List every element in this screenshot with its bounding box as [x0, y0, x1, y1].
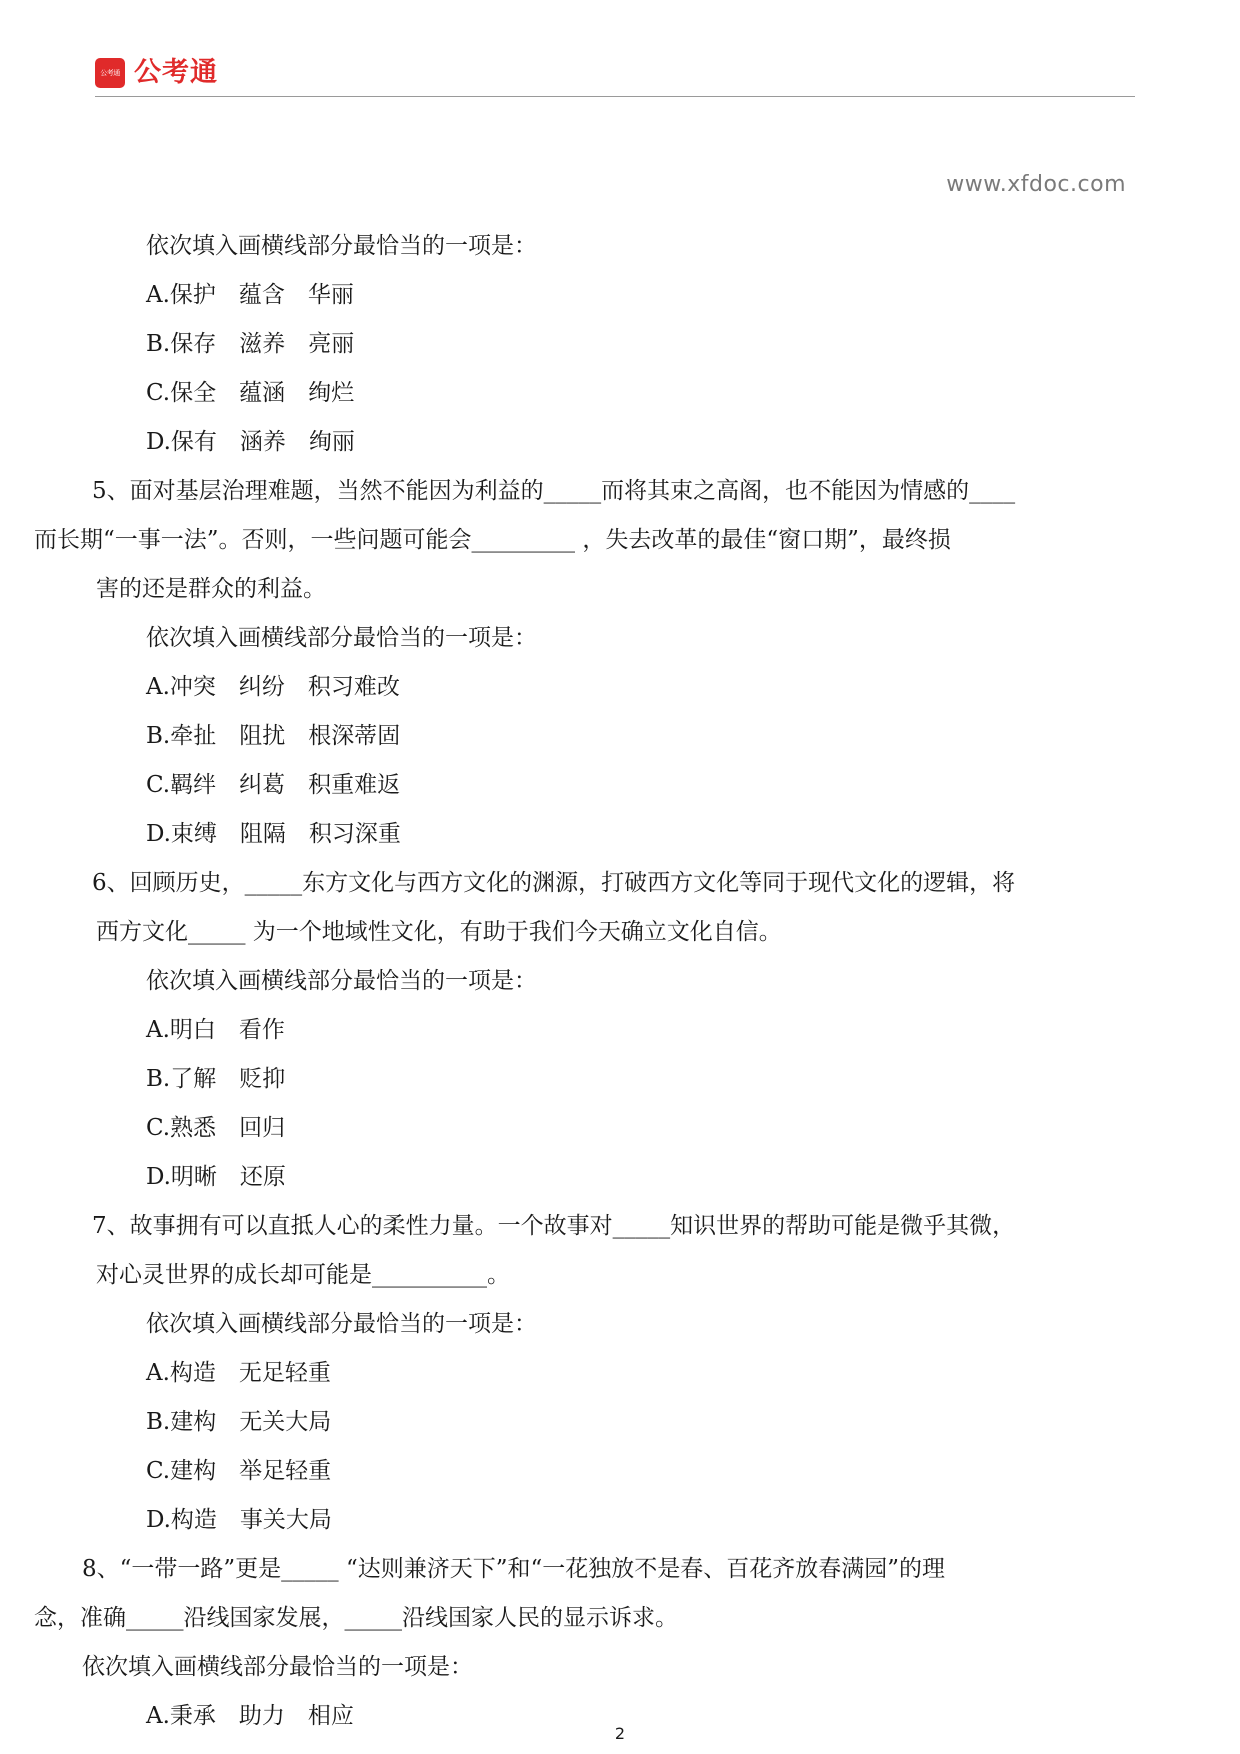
option-a: A.秉承 助力 相应 — [146, 1703, 354, 1729]
question-prompt: 依次填入画横线部分最恰当的一项是： — [146, 233, 537, 259]
option-c: C.建构 举足轻重 — [146, 1458, 332, 1484]
option-b: B.建构 无关大局 — [146, 1409, 332, 1435]
question-prompt: 依次填入画横线部分最恰当的一项是： — [146, 968, 537, 994]
question-7-line-2: 对心灵世界的成长却可能是__________。 — [96, 1262, 510, 1288]
logo-text: 公考通 — [134, 57, 218, 88]
option-b: B.牵扯 阻扰 根深蒂固 — [146, 723, 401, 749]
question-5-line-1: 5、面对基层治理难题，当然不能因为利益的_____而将其束之高阁，也不能因为情感的____ — [92, 478, 1016, 504]
header — [95, 56, 1135, 96]
question-prompt: 依次填入画横线部分最恰当的一项是： — [146, 625, 537, 651]
option-c: C.羁绊 纠葛 积重难返 — [146, 772, 401, 798]
option-b: B.了解 贬抑 — [146, 1066, 286, 1092]
page-number: 2 — [614, 1724, 626, 1743]
option-a: A.构造 无足轻重 — [146, 1360, 331, 1386]
option-d: D.明晰 还原 — [146, 1164, 286, 1190]
option-d: D.束缚 阻隔 积习深重 — [146, 821, 401, 847]
question-5-line-3: 害的还是群众的利益。 — [96, 576, 326, 602]
question-6-line-1: 6、回顾历史，_____东方文化与西方文化的渊源，打破西方文化等同于现代文化的逻辑，将 — [92, 870, 1016, 896]
question-8-line-2: 念，准确_____沿线国家发展，_____沿线国家人民的显示诉求。 — [34, 1605, 678, 1631]
question-7-line-1: 7、故事拥有可以直抵人心的柔性力量。一个故事对_____知识世界的帮助可能是微乎其微， — [92, 1213, 1016, 1239]
option-b: B.保存 滋养 亮丽 — [146, 331, 355, 357]
header-divider — [95, 96, 1135, 97]
option-a: A.明白 看作 — [146, 1017, 285, 1043]
option-a: A.保护 蕴含 华丽 — [146, 282, 354, 308]
logo-icon: 公考通 — [95, 58, 125, 88]
option-c: C.熟悉 回归 — [146, 1115, 286, 1141]
site-url: www.xfdoc.com — [946, 172, 1126, 197]
question-8-line-1: 8、“一带一路”更是_____ “达则兼济天下”和“一花独放不是春、百花齐放春满园”的理 — [82, 1556, 945, 1582]
question-6-line-2: 西方文化_____ 为一个地域性文化，有助于我们今天确立文化自信。 — [96, 919, 782, 945]
question-5-line-2: 而长期“一事一法”。否则，一些问题可能会_________ ，失去改革的最佳“窗口期”，最终损 — [34, 527, 951, 553]
option-c: C.保全 蕴涵 绚烂 — [146, 380, 355, 406]
option-d: D.保有 涵养 绚丽 — [146, 429, 355, 455]
option-a: A.冲突 纠纷 积习难改 — [146, 674, 400, 700]
question-prompt: 依次填入画横线部分最恰当的一项是： — [82, 1654, 473, 1680]
option-d: D.构造 事关大局 — [146, 1507, 332, 1533]
question-prompt: 依次填入画横线部分最恰当的一项是： — [146, 1311, 537, 1337]
